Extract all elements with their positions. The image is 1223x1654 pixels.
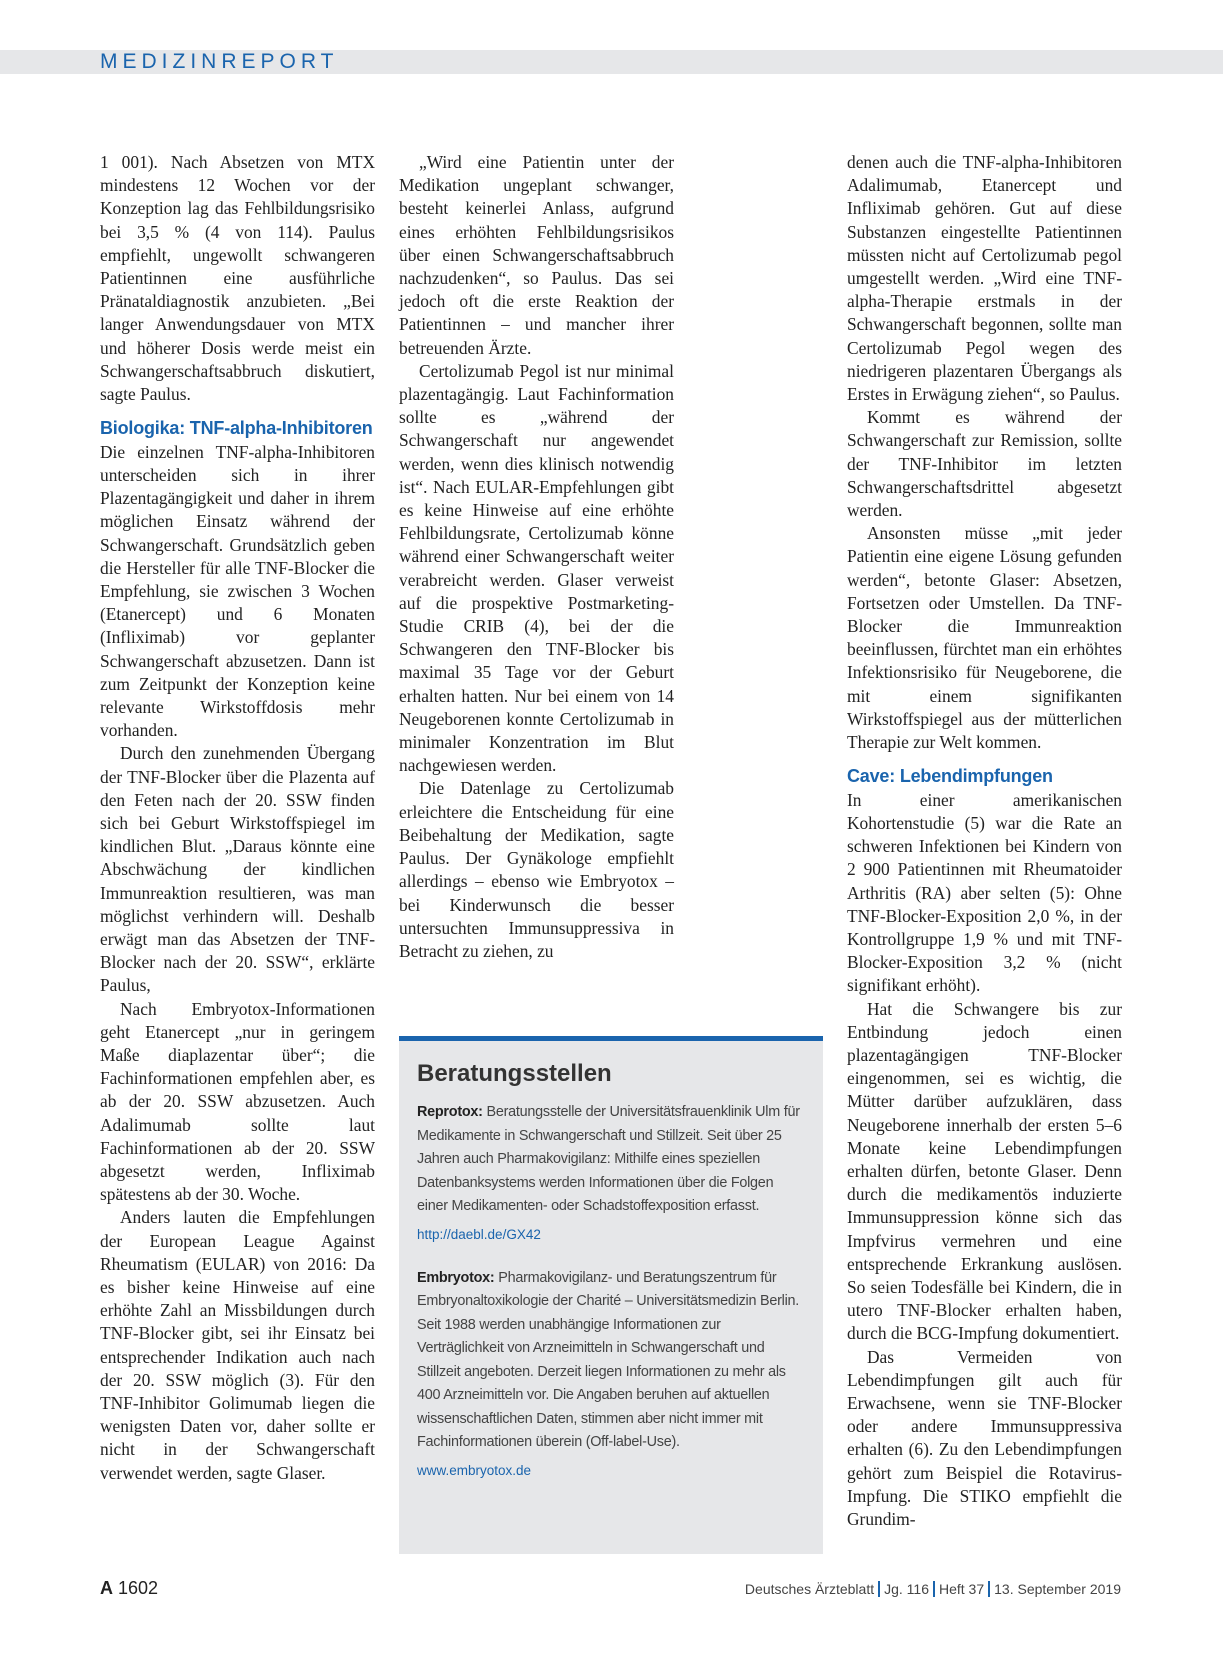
info-entry-reprotox (417, 1101, 805, 1219)
paragraph: 1 001). Nach Absetzen von MTX mindestens 12 Wochen vor der Konzeption lag das Fehlbildungsrisiko bei 3,5 % (4 von 114). Paulus empfiehlt, ungewollt schwangeren Patientinnen eine ausführliche Pränataldiagnostik anzubieten. „Bei langer Anwendungsdauer von MTX und höherer Dosis werde meist ein Schwangerschaftsabbruch diskutiert, sagte Paulus. (100, 152, 375, 405)
paragraph: In einer amerikanischen Kohortenstudie (5) war die Rate an schweren Infektionen bei Kindern von 2 900 Patientinnen mit Rheumatoider Arthritis (RA) aber selten (5): Ohne TNF-Blocker-Exposition 2,0 %, in der Kontrollgruppe 1,9 % und mit TNF-Blocker-Exposition 3,2 % (nicht signifikant erhöht). (847, 789, 1122, 996)
entry-label: Reprotox: (417, 1104, 483, 1120)
journal-info (745, 1581, 1121, 1597)
text-column-3 (847, 151, 1122, 1531)
section-title: MEDIZINREPORT (100, 50, 339, 73)
paragraph: Anders lauten die Empfehlungen der European League Against Rheumatism (EULAR) von 2016: Da es bisher keine Hinweise auf eine erhöhte Zahl an Missbildungen durch TNF-Blocker gibt, sei ihr Einsatz bei entsprechender Indikation auch nach der 20. SSW möglich (3). Für den TNF-Inhibitor Golimumab liegen die wenigsten Daten vor, daher sollte er nicht in der Schwangerschaft verwendet werden, sagte Glaser. (100, 1207, 375, 1483)
paragraph: Hat die Schwangere bis zur Entbindung jedoch einen plazentagängigen TNF-Blocker eingenommen, sei es wichtig, die Mütter darüber aufzuklären, dass Neugeborene innerhalb der ersten 5–6 Monate keine Lebendimpfungen erhalten dürfen, betonte Glaser. Denn durch die medikamentös induzierte Immunsuppression könne sich das Impfvirus vermehren und eine entsprechende Erkrankung auslösen. So seien Todesfälle bei Kindern, die in utero TNF-Blocker erhalten haben, durch die BCG-Impfung dokumentiert. (847, 998, 1122, 1344)
journal-date: 13. September 2019 (994, 1581, 1121, 1597)
page-number: A 1602 (100, 1578, 159, 1598)
section-heading: Cave: Lebendimpfungen (847, 766, 1053, 787)
info-box (399, 1036, 823, 1554)
paragraph: denen auch die TNF-alpha-Inhibitoren Adalimumab, Etanercept und Infliximab gehören. Gut auf diese Substanzen eingestellte Patientinnen müssten nicht auf Certolizumab pegol umgestellt werden. „Wird eine TNF-alpha-Therapie erstmals in der Schwangerschaft begonnen, sollte man Certolizumab Pegol wegen des niedrigeren plazentaren Übergangs als Erstes in Erwägung ziehen“, so Paulus. (847, 152, 1122, 405)
paragraph: Ansonsten müsse „mit jeder Patientin eine eigene Lösung gefunden werden“, betonte Glaser: Absetzen, Fortsetzen oder Umstellen. Da TNF-Blocker die Immunreaktion beeinflussen, fürchtet man ein erhöhtes Infektionsrisiko für Neugeborene, die mit einem signifikanten Wirkstoffspiegel aus der mütterlichen Therapie zur Welt kommen. (847, 523, 1122, 753)
section-heading: Biologika: TNF-alpha-Inhibitoren (100, 418, 373, 439)
entry-label: Embryotox: (417, 1269, 495, 1286)
paragraph: Nach Embryotox-Informationen geht Etanercept „nur in geringem Maße diaplazentar über“; die Fachinformationen empfehlen aber, es ab der 20. SSW abzusetzen. Auch Adalimumab sollte laut Fachinformationen ab der 20. SSW abgesetzt werden, Infliximab spätestens ab der 30. Woche. (100, 998, 375, 1205)
paragraph: Das Vermeiden von Lebendimpfungen gilt auch für Erwachsene, wenn sie TNF-Blocker oder andere Immunsuppressiva erhalten (6). Zu den Lebendimpfungen gehört zum Beispiel die Rotavirus-Impfung. Die STIKO empfiehlt die Grundim- (847, 1346, 1122, 1530)
journal-issue: Heft 37 (938, 1581, 985, 1597)
journal-name: Deutsches Ärzteblatt (744, 1581, 875, 1597)
reprotox-link[interactable]: http://daebl.de/GX42 (417, 1226, 541, 1242)
paragraph: Die einzelnen TNF-alpha-Inhibitoren unterscheiden sich in ihrer Plazentagängigkeit und daher in ihrem möglichen Einsatz während der Schwangerschaft. Grundsätzlich geben die Hersteller für alle TNF-Blocker die Empfehlung, sie zwischen 3 Wochen (Etanercept) und 6 Monaten (Infliximab) vor geplanter Schwangerschaft abzusetzen. Dann ist zum Zeitpunkt der Konzeption keine relevante Wirkstoffdosis mehr vorhanden. (100, 441, 375, 741)
embryotox-link[interactable]: www.embryotox.de (417, 1462, 532, 1478)
journal-volume: Jg. 116 (884, 1581, 929, 1597)
text-column-1 (100, 151, 375, 1485)
info-box-title: Beratungsstellen (417, 1060, 612, 1087)
paragraph: Certolizumab Pegol ist nur minimal plazentagängig. Laut Fachinformation sollte es „während der Schwangerschaft nur angewendet werden, wenn dies klinisch notwendig ist“. Nach EULAR-Empfehlungen gibt es keine Hinweise auf eine erhöhte Fehlbildungsrate, Certolizumab könne während einer Schwangerschaft weiter verabreicht werden. Glaser verweist auf die prospektive Postmarketing-Studie CRIB (4), bei der die Schwangeren den TNF-Blocker bis maximal 35 Tage vor der Geburt erhalten hatten. Nur bei einem von 14 Neugeborenen konnte Certolizumab in minimaler Konzentration im Blut nachgewiesen werden. (399, 360, 674, 776)
paragraph: „Wird eine Patientin unter der Medikation ungeplant schwanger, besteht keinerlei Anlass, aufgrund eines erhöhten Fehlbildungsrisikos über einen Schwangerschaftsabbruch nachzudenken“, so Paulus. Das sei jedoch oft die erste Reaktion der Patientinnen – und mancher ihrer betreuenden Ärzte. (399, 152, 674, 358)
paragraph: Die Datenlage zu Certolizumab erleichtere die Entscheidung für eine Beibehaltung der Medikation, sagte Paulus. Der Gynäkologe empfiehlt allerdings – ebenso wie Embryotox – bei Kinderwunsch die besser untersuchten Immunsuppressiva in Betracht zu ziehen, zu (399, 778, 674, 961)
entry-text: Pharmakovigilanz- und Beratungszentrum für Embryonaltoxikologie der Charité – Universitätsmedizin Berlin. Seit 1988 werden unabhängige Informationen zur Verträglichkeit von Arzneimitteln in Schwangerschaft und Stillzeit angeboten. Derzeit liegen Informationen zu mehr als 400 Arzneimitteln vor. Die Angaben beruhen auf aktuellen wissenschaftlichen Daten, stimmen aber nicht immer mit Fachinformationen überein (Off-label-Use). (417, 1269, 800, 1450)
paragraph: Kommt es während der Schwangerschaft zur Remission, sollte der TNF-Inhibitor im letzten Schwangerschaftsdrittel abgesetzt werden. (847, 407, 1122, 521)
paragraph: Durch den zunehmenden Übergang der TNF-Blocker über die Plazenta auf den Feten nach der 20. SSW finden sich bei Geburt Wirkstoffspiegel im kindlichen Blut. „Daraus könnte eine Abschwächung der kindlichen Immunreaktion resultieren, was man möglichst verhindern will. Deshalb erwägt man das Absetzen der TNF-Blocker nach der 20. SSW“, erklärte Paulus, (100, 743, 375, 996)
text-column-2 (399, 151, 674, 963)
info-entry-embryotox (417, 1267, 805, 1455)
entry-text: Beratungsstelle der Universitätsfrauenklinik Ulm für Medikamente in Schwangerschaft und Stillzeit. Seit über 25 Jahren auch Pharmakovigilanz: Mithilfe eines speziellen Datenbanksystems werden Informationen über die Folgen einer Medikamenten- oder Schadstoffexposition erfasst. (417, 1104, 800, 1214)
